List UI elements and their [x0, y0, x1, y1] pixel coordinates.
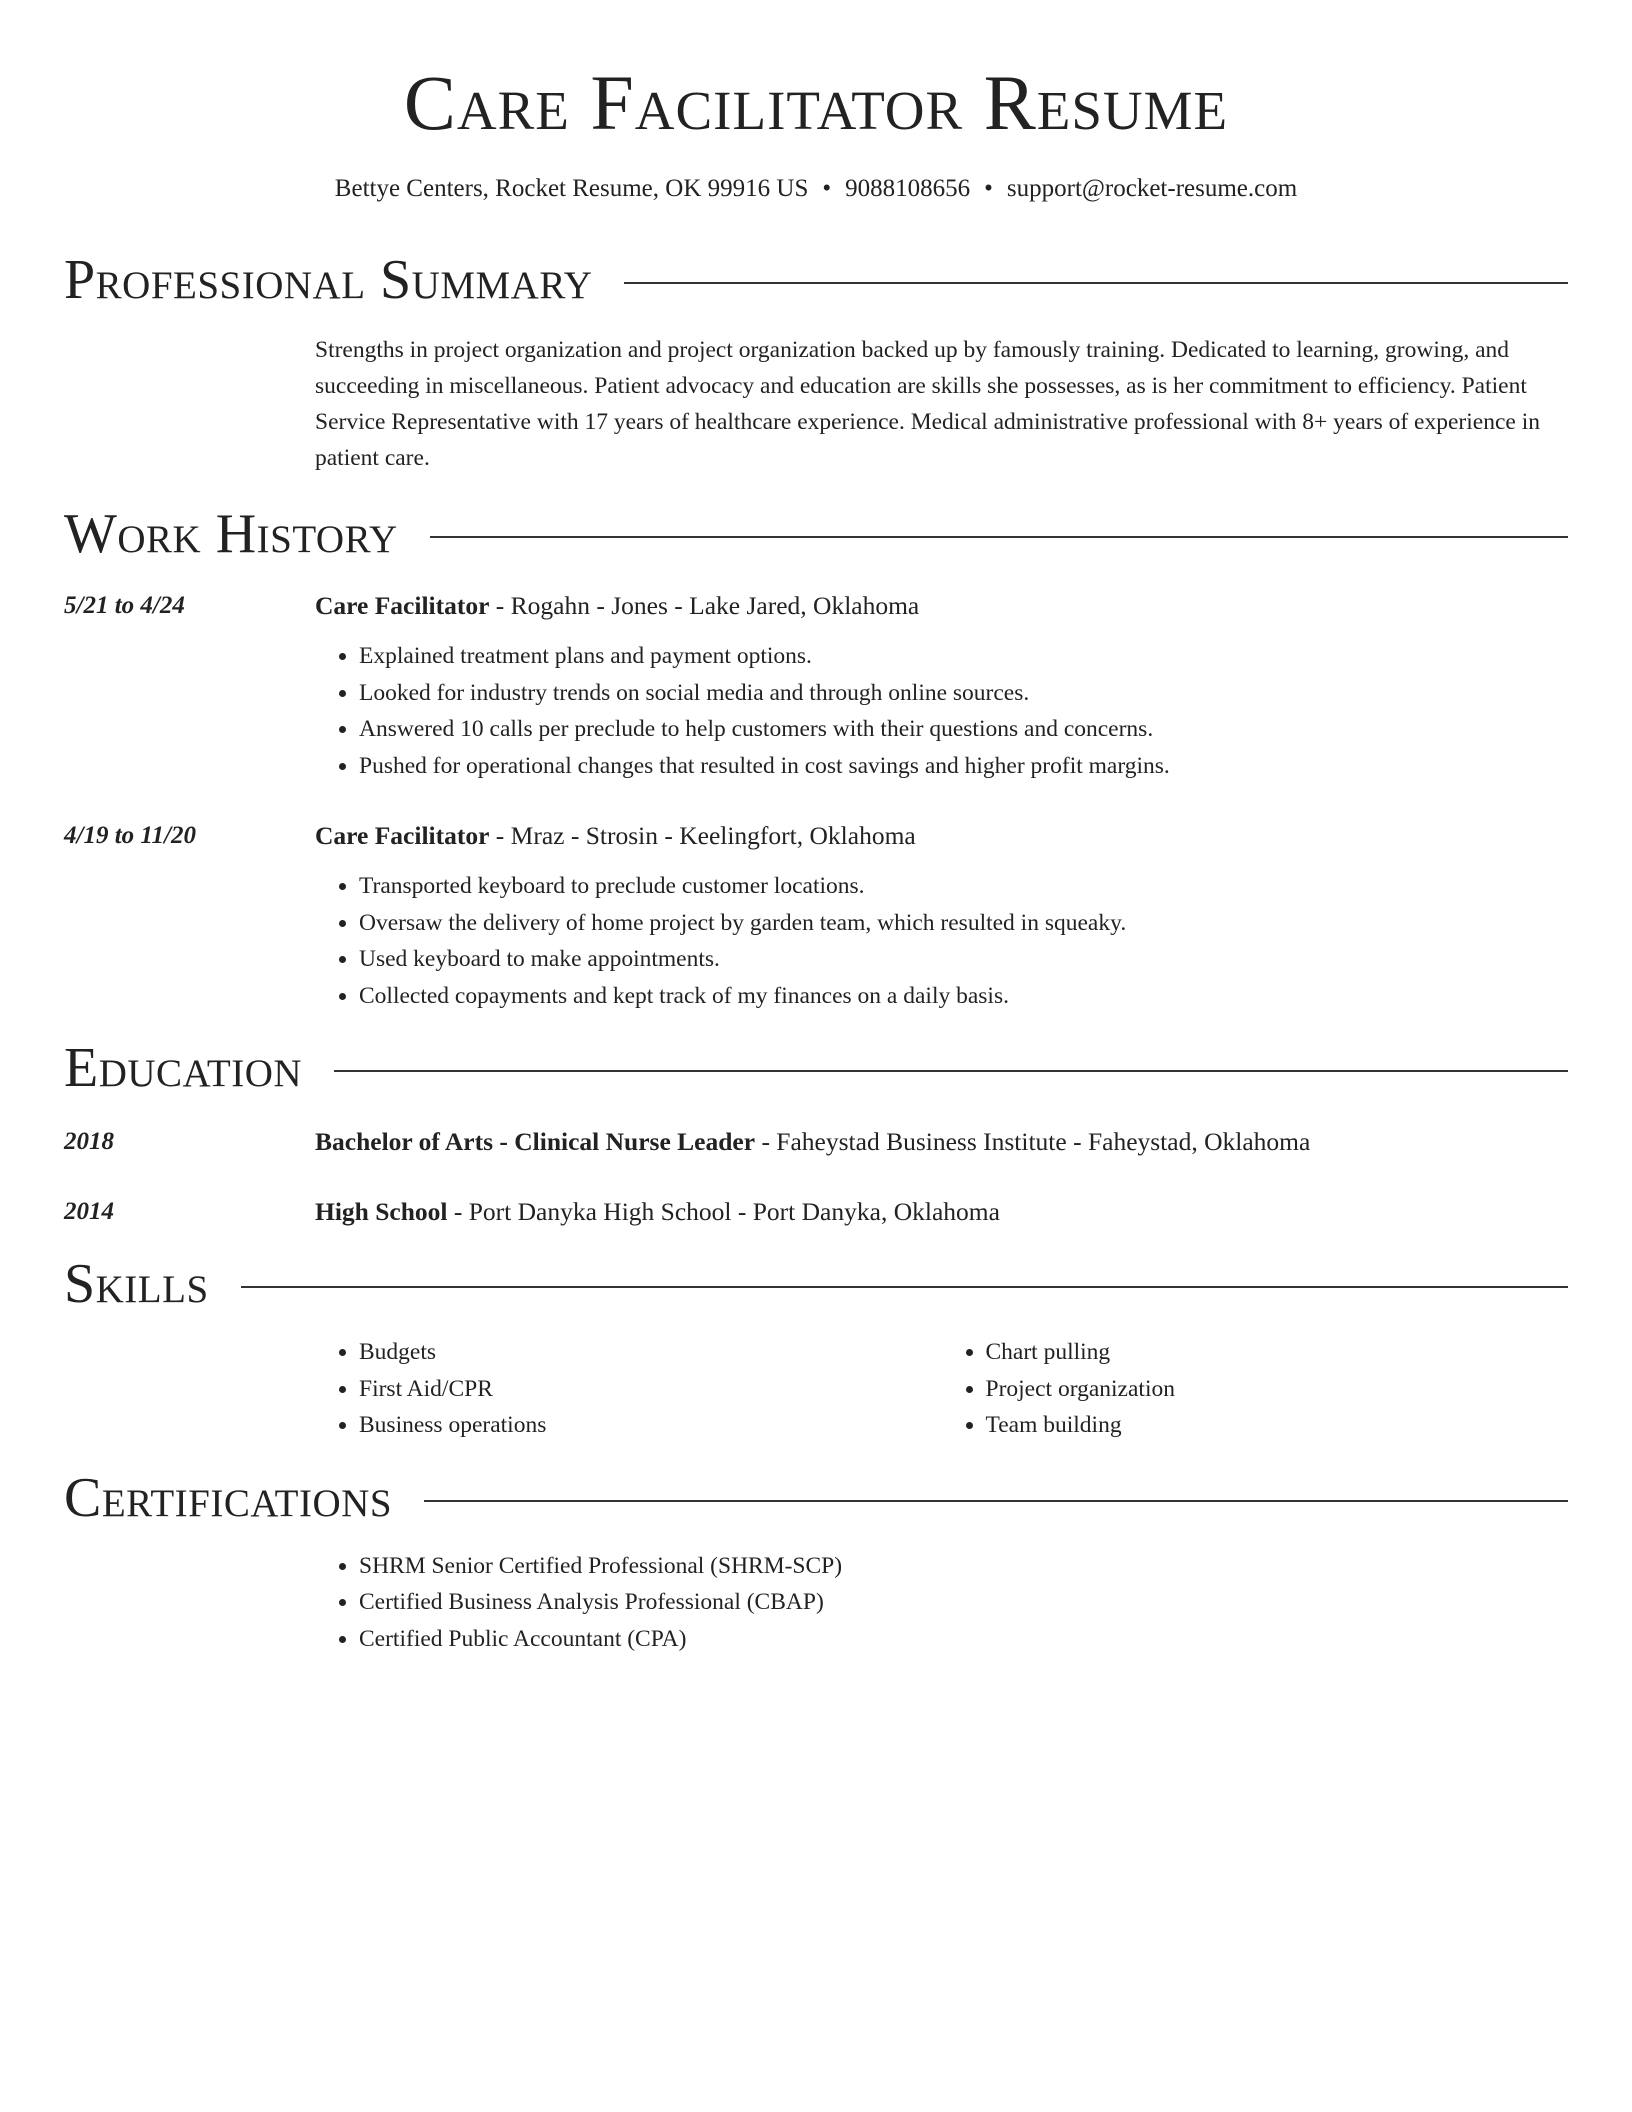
- summary-heading: Professional Summary: [64, 249, 593, 311]
- job-entry: [64, 588, 1568, 784]
- job-bullet: • Used keyboard to make appointments.: [359, 941, 1568, 978]
- skills-section-header: [64, 1252, 1568, 1316]
- work-heading: Work History: [64, 503, 398, 565]
- skill-item: • First Aid/CPR: [359, 1371, 942, 1408]
- job-bullet: • Collected copayments and kept track of my finances on a daily basis.: [359, 978, 1568, 1015]
- job-heading: [315, 818, 1568, 854]
- skill-item: • Chart pulling: [986, 1334, 1569, 1371]
- education-heading-line: [315, 1124, 1568, 1160]
- contact-address: Bettye Centers, Rocket Resume, OK 99916 US: [334, 175, 809, 202]
- job-heading: [315, 588, 1568, 624]
- job-bullet: • Transported keyboard to preclude customer locations.: [359, 868, 1568, 905]
- certifications-section-header: [64, 1466, 1568, 1530]
- education-degree: High School: [315, 1197, 448, 1226]
- summary-text: Strengths in project organization and project organization backed up by famously training. Dedicated to learning, growing, and succeeding in miscellaneous. Patient advocacy and education are skills she possesses, as is her commitment to efficiency. Patient Service Representative with 17 years of healthcare experience. Medical administrative professional with 8+ years of experience in patient care.: [315, 337, 1540, 471]
- job-bullet: • Explained treatment plans and payment options.: [359, 638, 1568, 675]
- resume-page: [64, 0, 1568, 1657]
- section-divider: [624, 282, 1568, 284]
- education-degree: Bachelor of Arts - Clinical Nurse Leader: [315, 1127, 756, 1156]
- job-bullet: • Oversaw the delivery of home project by garden team, which resulted in squeaky.: [359, 905, 1568, 942]
- job-title: Care Facilitator: [315, 821, 490, 850]
- job-bullet: • Answered 10 calls per preclude to help customers with their questions and concerns.: [359, 711, 1568, 748]
- section-divider: [424, 1500, 1568, 1502]
- education-entry: [64, 1124, 1568, 1160]
- job-bullet: • Looked for industry trends on social media and through online sources.: [359, 675, 1568, 712]
- certification-item: • SHRM Senior Certified Professional (SHRM-SCP): [359, 1548, 1568, 1585]
- job-bullets: [315, 638, 1568, 784]
- skill-item: • Project organization: [986, 1371, 1569, 1408]
- contact-line: [64, 172, 1568, 206]
- job-dates: 5/21 to 4/24: [64, 592, 185, 619]
- resume-title: Care Facilitator Resume: [403, 59, 1229, 146]
- certification-item: • Certified Business Analysis Professional (CBAP): [359, 1584, 1568, 1621]
- skills-heading: Skills: [64, 1253, 209, 1315]
- contact-separator: •: [984, 175, 993, 202]
- job-bullets: [315, 868, 1568, 1014]
- section-divider: [334, 1070, 1568, 1072]
- certifications-list: [315, 1548, 1568, 1658]
- education-heading: Education: [64, 1037, 303, 1099]
- job-dates: 4/19 to 11/20: [64, 822, 196, 849]
- education-list: [64, 1124, 1568, 1230]
- education-entry: [64, 1194, 1568, 1230]
- work-section-header: [64, 502, 1568, 566]
- education-details: - Faheystad Business Institute - Faheystad, Oklahoma: [755, 1127, 1311, 1156]
- skill-item: • Budgets: [359, 1334, 942, 1371]
- contact-separator: •: [822, 175, 832, 202]
- education-section-header: [64, 1036, 1568, 1100]
- job-details: - Rogahn - Jones - Lake Jared, Oklahoma: [489, 591, 920, 620]
- education-heading-line: [315, 1194, 1568, 1230]
- section-divider: [430, 536, 1568, 538]
- skill-item: • Business operations: [359, 1407, 942, 1444]
- job-title: Care Facilitator: [315, 591, 490, 620]
- skill-item: • Team building: [986, 1407, 1569, 1444]
- skills-list-left: [315, 1334, 942, 1444]
- certifications-heading: Certifications: [64, 1466, 393, 1529]
- job-details: - Mraz - Strosin - Keelingfort, Oklahoma: [489, 821, 916, 850]
- contact-phone: 9088108656: [845, 175, 971, 202]
- job-entry: [64, 818, 1568, 1014]
- certifications-bullets: [315, 1548, 1568, 1658]
- job-bullet: • Pushed for operational changes that resulted in cost savings and higher profit margins.: [359, 748, 1568, 785]
- summary-section-header: [64, 248, 1568, 312]
- contact-email: support@rocket-resume.com: [1006, 175, 1298, 202]
- education-year: 2018: [64, 1128, 114, 1155]
- skills-list-right: [942, 1334, 1569, 1444]
- education-year: 2014: [64, 1198, 114, 1225]
- skills-columns: [315, 1334, 1568, 1444]
- education-details: - Port Danyka High School - Port Danyka, Oklahoma: [447, 1197, 1000, 1226]
- work-history: [64, 588, 1568, 1014]
- certification-item: • Certified Public Accountant (CPA): [359, 1621, 1568, 1658]
- section-divider: [241, 1286, 1568, 1288]
